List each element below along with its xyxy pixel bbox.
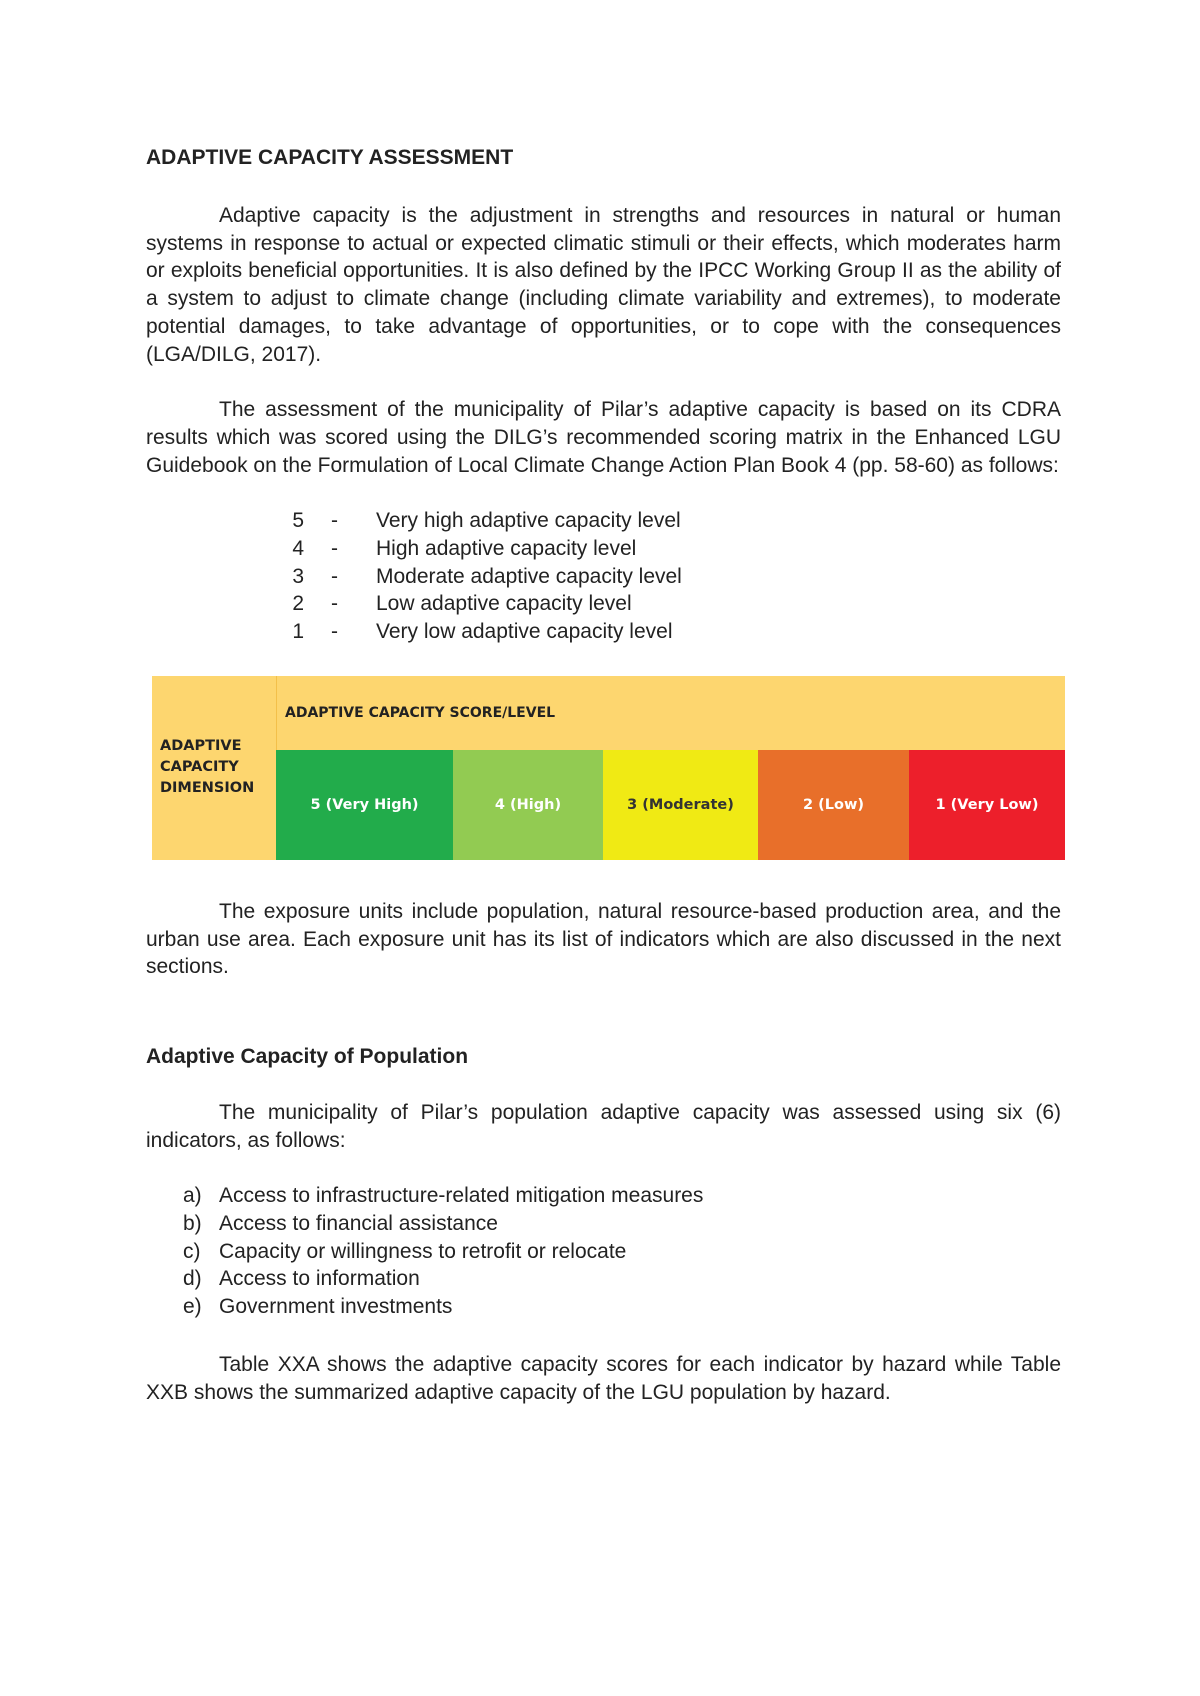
scale-item: [146, 535, 1061, 563]
paragraph-definition: Adaptive capacity is the adjustment in strengths and resources in natural or human systems in response to actual or expected climatic stimuli or their effects, which moderates harm or exploits beneficial opportunities. It is also defined by the IPCC Working Group II as the ability of a system to adjust to climate change (including climate variability and extremes), to moderate potential damages, to take advantage of opportunities, or to cope with the consequences (LGA/DILG, 2017).: [146, 204, 1061, 366]
scale-number: 1: [292, 620, 304, 644]
dimension-header-cell: [152, 676, 276, 860]
indicator-text: Access to infrastructure-related mitigation measures: [219, 1184, 704, 1208]
scale-item: [146, 618, 1061, 646]
scale-dash: -: [331, 537, 338, 561]
score-header-cell: ADAPTIVE CAPACITY SCORE/LEVEL: [276, 676, 1065, 750]
indicator-marker: a): [183, 1184, 202, 1208]
indicator-item: [146, 1265, 1061, 1293]
dimension-label-line: CAPACITY: [160, 759, 239, 776]
score-section: [276, 676, 1065, 860]
indicator-item: [146, 1210, 1061, 1238]
section-heading: Adaptive Capacity of Population: [146, 1044, 469, 1068]
scale-item: [146, 590, 1061, 618]
scale-description: Very low adaptive capacity level: [376, 620, 673, 644]
dimension-label-line: ADAPTIVE: [160, 738, 242, 755]
page-title: ADAPTIVE CAPACITY ASSESSMENT: [146, 146, 514, 169]
scale-number: 3: [292, 564, 304, 588]
indicator-marker: d): [183, 1267, 202, 1291]
scale-number: 4: [292, 537, 304, 561]
paragraph-assessment: The assessment of the municipality of Pilar’s adaptive capacity is based on its CDRA results which was scored using the DILG’s recommended scoring matrix in the Enhanced LGU Guidebook on the Formulation of Local Climate Change Action Plan Book 4 (pp. 58-60) as follows:: [146, 398, 1061, 477]
scale-dash: -: [331, 592, 338, 616]
level-cell-very-high: 5 (Very High): [276, 750, 453, 860]
indicator-text: Access to financial assistance: [219, 1212, 498, 1236]
indicator-marker: c): [183, 1239, 201, 1263]
indicator-item: [146, 1182, 1061, 1210]
level-cell-very-low: 1 (Very Low): [909, 750, 1065, 860]
indicator-text: Capacity or willingness to retrofit or relocate: [219, 1239, 627, 1263]
adaptive-capacity-table: [152, 676, 1065, 860]
scale-dash: -: [331, 564, 338, 588]
paragraph-exposure-units: The exposure units include population, natural resource-based production area, and the urban use area. Each exposure unit has its list of indicators which are also discussed in the next sections.: [146, 899, 1061, 979]
indicator-marker: b): [183, 1212, 202, 1236]
level-cell-high: 4 (High): [453, 750, 603, 860]
indicator-marker: e): [183, 1295, 202, 1319]
paragraph-table-reference: Table XXA shows the adaptive capacity scores for each indicator by hazard while Table XXB shows the summarized adaptive capacity of the LGU population by hazard.: [146, 1352, 1061, 1404]
indicator-item: [146, 1238, 1061, 1266]
indicator-item: [146, 1293, 1061, 1321]
level-cell-low: 2 (Low): [758, 750, 909, 860]
scale-dash: -: [331, 509, 338, 533]
scale-list: [146, 507, 1061, 646]
scale-item: [146, 563, 1061, 591]
scale-description: Very high adaptive capacity level: [376, 509, 681, 533]
scale-description: Moderate adaptive capacity level: [376, 564, 682, 588]
indicator-text: Access to information: [219, 1267, 420, 1291]
scale-dash: -: [331, 620, 338, 644]
indicator-list: [146, 1182, 1061, 1321]
scale-description: High adaptive capacity level: [376, 537, 637, 561]
scale-item: [146, 507, 1061, 535]
scale-number: 5: [292, 509, 304, 533]
paragraph-indicators-intro: The municipality of Pilar’s population adaptive capacity was assessed using six (6) indicators, as follows:: [146, 1100, 1061, 1152]
dimension-label-line: DIMENSION: [160, 780, 255, 797]
level-cell-moderate: 3 (Moderate): [603, 750, 758, 860]
scale-number: 2: [292, 592, 304, 616]
score-levels-row: [276, 750, 1065, 860]
scale-description: Low adaptive capacity level: [376, 592, 632, 616]
indicator-text: Government investments: [219, 1295, 453, 1319]
